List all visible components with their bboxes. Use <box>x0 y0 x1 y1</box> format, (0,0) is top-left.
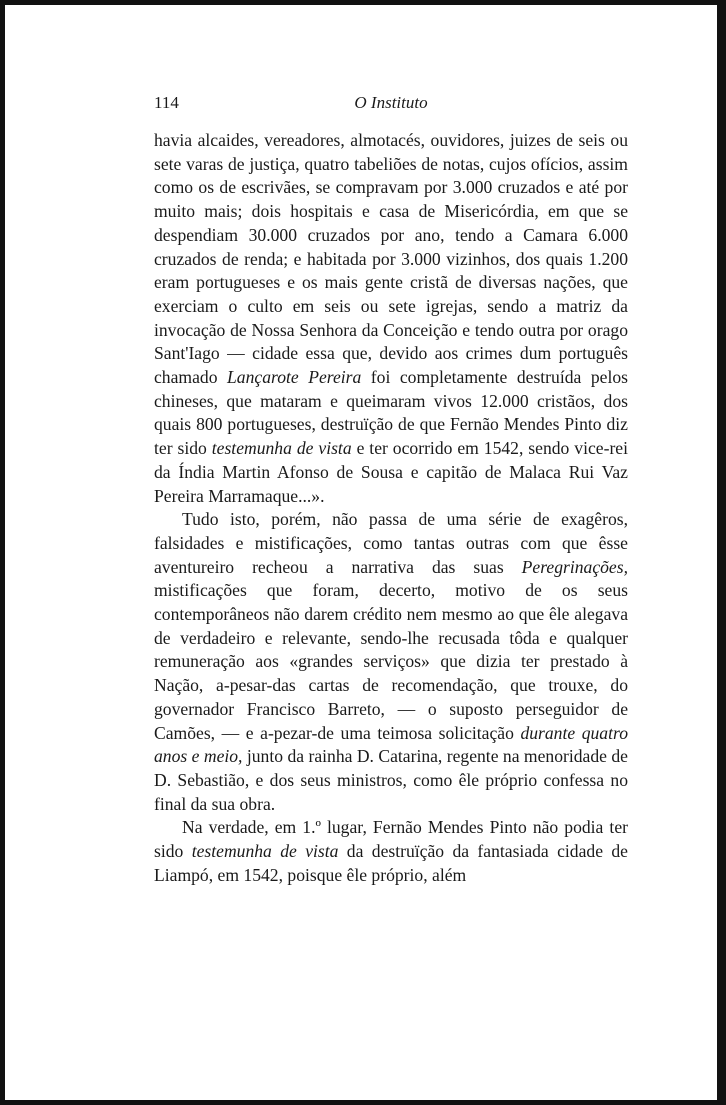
text-segment: foi completamente destruída pelos chineses, que mataram e queimaram vivos 12.000 cristãos, dos quais 800 portugueses, destruïção de que Fernão Mendes Pinto diz ter sido <box>154 367 628 459</box>
italic-segment: Lançarote Pereira <box>227 367 362 388</box>
text-segment: havia alcaides, vereadores, almotacés, ouvidores, juizes de seis ou sete varas de justiça, quatro tabeliões de notas, cujos ofícios, assim como os de escrivães, se compravam por 3.000 cruzados e até por muito mais; dois hospitais e casa de Misericórdia, em que se despendiam 30.000 cruzados por ano, tendo a Camara 6.000 cruzados de renda; e habitada por 3.000 vizinhos, dos quais 1.200 eram portugueses e os mais gente cristã de diversas nações, que exerciam o culto em seis ou sete igrejas, sendo a matriz da invocação de Nossa Senhora da Conceição e tendo outra por orago Sant'Iago — cidade essa que, devido aos crimes dum português chamado <box>154 130 628 388</box>
text-segment: junto da rainha D. Catarina, regente na menoridade de D. Sebastião, e dos seus ministros, como êle próprio confessa no final da sua obra. <box>154 746 628 814</box>
paragraph-2 <box>154 508 628 816</box>
italic-segment: durante quatro anos e meio, <box>154 722 628 767</box>
italic-segment: Peregrinações, <box>521 556 628 577</box>
page-header <box>154 85 628 115</box>
body-text <box>154 129 628 888</box>
paragraph-3 <box>154 816 628 887</box>
text-segment: mistificações que foram, decerto, motivo de os seus contemporâneos não darem crédito nem mesmo ao que êle alegava de verdadeiro e relevante, sendo-lhe recusada tôda e qualquer remuneração aos «grandes serviços» que dizia ter prestado à Nação, a-pesar-das cartas de recomendação, que trouxe, do governador Francisco Barreto, — o suposto perseguidor de Camões, — e a-pezar-de uma teimosa solicitação <box>154 580 628 743</box>
text-segment: Na verdade, em 1.º lugar, Fernão Mendes Pinto não podia ter sido <box>154 817 628 862</box>
italic-segment: testemunha de vista <box>191 841 339 862</box>
book-page <box>154 85 628 888</box>
page-number: 114 <box>154 93 179 112</box>
text-segment: Tudo isto, porém, não passa de uma série de exagêros, falsidades e mistificações, como tantas outras com que êsse aventureiro recheou a narrativa das suas <box>154 509 628 577</box>
paragraph-1 <box>154 129 628 508</box>
text-segment: da destruïção da fantasiada cidade de Liampó, em 1542, poisque êle próprio, além <box>154 841 628 885</box>
italic-segment: testemunha de vista <box>211 438 352 459</box>
running-title: O Instituto <box>354 93 428 112</box>
text-segment: e ter ocorrido em 1542, sendo vice-rei da Índia Martin Afonso de Sousa e capitão de Malaca Rui Vaz Pereira Marramaque...». <box>154 438 629 506</box>
